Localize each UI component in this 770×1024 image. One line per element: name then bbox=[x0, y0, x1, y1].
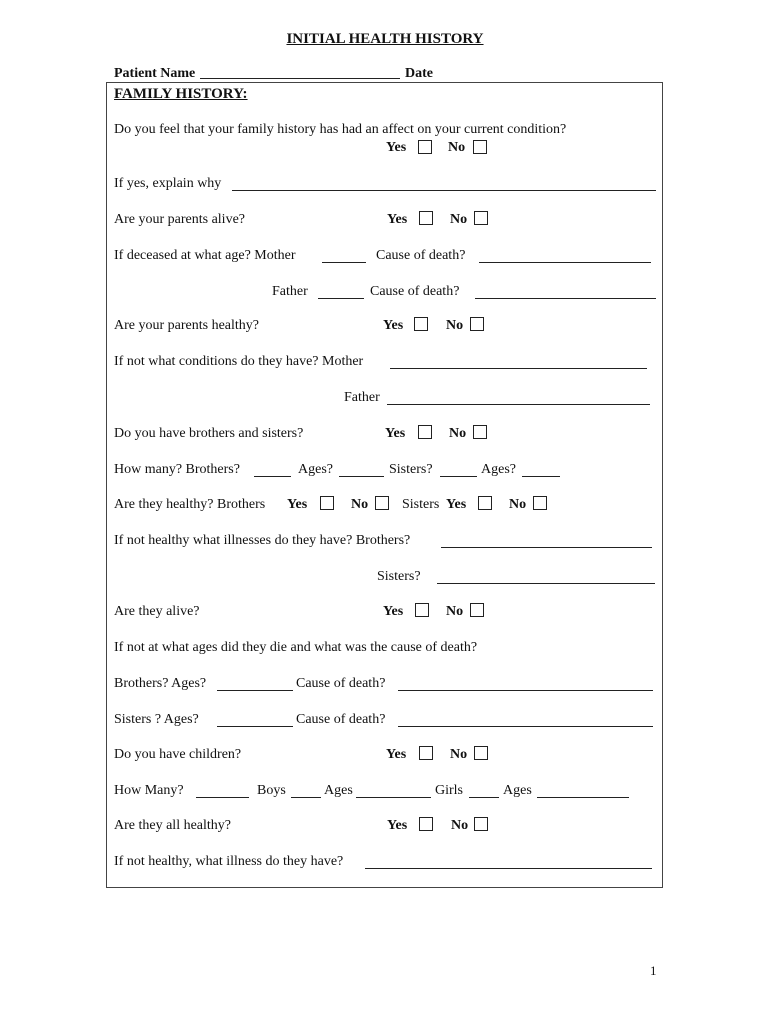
question-parents-healthy: Are your parents healthy? bbox=[114, 318, 259, 333]
children-healthy-no-checkbox[interactable] bbox=[474, 817, 488, 831]
father-conditions-field[interactable] bbox=[387, 390, 650, 405]
boys-label: Boys bbox=[257, 783, 286, 798]
cause-of-death-label: Cause of death? bbox=[296, 712, 386, 727]
section-title: FAMILY HISTORY: bbox=[114, 86, 248, 102]
brothers-death-ages-field[interactable] bbox=[217, 676, 293, 691]
sisters-illnesses-field[interactable] bbox=[437, 569, 655, 584]
yes-label: Yes bbox=[287, 497, 308, 512]
father-label: Father bbox=[272, 284, 308, 299]
father-age-field[interactable] bbox=[318, 284, 364, 299]
children-no-checkbox[interactable] bbox=[474, 746, 488, 760]
yes-label: Yes bbox=[387, 818, 408, 833]
brothers-healthy-yes-checkbox[interactable] bbox=[320, 496, 334, 510]
siblings-yes-checkbox[interactable] bbox=[418, 425, 432, 439]
question-children: Do you have children? bbox=[114, 747, 242, 762]
question-parents-alive: Are your parents alive? bbox=[114, 212, 245, 227]
no-label: No bbox=[451, 818, 469, 833]
no-label: No bbox=[446, 604, 464, 619]
sisters-healthy-yes-checkbox[interactable] bbox=[478, 496, 492, 510]
mother-conditions-field[interactable] bbox=[390, 354, 647, 369]
no-label: No bbox=[450, 747, 468, 762]
question-children-illness: If not healthy, what illness do they have? bbox=[114, 854, 344, 869]
cause-of-death-label: Cause of death? bbox=[370, 284, 460, 299]
children-illness-field[interactable] bbox=[365, 854, 652, 869]
no-label: No bbox=[446, 318, 464, 333]
question-children-healthy: Are they all healthy? bbox=[114, 818, 232, 833]
question-siblings-healthy: Are they healthy? Brothers bbox=[114, 497, 266, 512]
children-healthy-yes-checkbox[interactable] bbox=[419, 817, 433, 831]
brothers-ages-label: Brothers? Ages? bbox=[114, 676, 207, 691]
parents-healthy-yes-checkbox[interactable] bbox=[414, 317, 428, 331]
yes-label: Yes bbox=[446, 497, 467, 512]
no-label: No bbox=[450, 212, 468, 227]
date-label: Date bbox=[405, 66, 433, 81]
no-label: No bbox=[449, 426, 467, 441]
question-family-history-affect: Do you feel that your family history has had an affect on your current condition? bbox=[114, 122, 567, 137]
brothers-ages-label: Ages? bbox=[298, 462, 333, 477]
sisters-ages-field[interactable] bbox=[522, 462, 560, 477]
sisters-ages-label: Sisters ? Ages? bbox=[114, 712, 199, 727]
sisters-healthy-no-checkbox[interactable] bbox=[533, 496, 547, 510]
girls-count-field[interactable] bbox=[469, 783, 499, 798]
siblings-alive-no-checkbox[interactable] bbox=[470, 603, 484, 617]
question-siblings-alive: Are they alive? bbox=[114, 604, 200, 619]
brothers-ages-field[interactable] bbox=[339, 462, 384, 477]
girls-label: Girls bbox=[435, 783, 463, 798]
q1-no-checkbox[interactable] bbox=[473, 140, 487, 154]
form-title: INITIAL HEALTH HISTORY bbox=[286, 31, 484, 47]
yes-label: Yes bbox=[386, 140, 407, 155]
no-label: No bbox=[448, 140, 466, 155]
mother-cause-field[interactable] bbox=[479, 248, 651, 263]
father-cause-field[interactable] bbox=[475, 284, 656, 299]
sisters-ages-label: Ages? bbox=[481, 462, 516, 477]
cause-of-death-label: Cause of death? bbox=[376, 248, 466, 263]
cause-of-death-label: Cause of death? bbox=[296, 676, 386, 691]
sisters-label: Sisters bbox=[402, 497, 440, 512]
question-parent-conditions: If not what conditions do they have? Mother bbox=[114, 354, 364, 369]
boys-ages-label: Ages bbox=[324, 783, 353, 798]
girls-ages-label: Ages bbox=[503, 783, 532, 798]
yes-label: Yes bbox=[386, 747, 407, 762]
how-many-brothers-label: How many? Brothers? bbox=[114, 462, 240, 477]
question-explain-why: If yes, explain why bbox=[114, 176, 222, 191]
q1-yes-checkbox[interactable] bbox=[418, 140, 432, 154]
question-sibling-illnesses: If not healthy what illnesses do they have? Brothers? bbox=[114, 533, 411, 548]
explain-why-field[interactable] bbox=[232, 176, 656, 191]
yes-label: Yes bbox=[385, 426, 406, 441]
girls-ages-field[interactable] bbox=[537, 783, 629, 798]
patient-name-label: Patient Name bbox=[114, 66, 196, 81]
how-many-children-label: How Many? bbox=[114, 783, 184, 798]
sisters-count-field[interactable] bbox=[440, 462, 477, 477]
children-yes-checkbox[interactable] bbox=[419, 746, 433, 760]
brothers-illnesses-field[interactable] bbox=[441, 533, 652, 548]
siblings-no-checkbox[interactable] bbox=[473, 425, 487, 439]
no-label: No bbox=[351, 497, 369, 512]
brothers-healthy-no-checkbox[interactable] bbox=[375, 496, 389, 510]
question-deceased-age: If deceased at what age? Mother bbox=[114, 248, 296, 263]
patient-name-field[interactable] bbox=[200, 78, 400, 79]
father-label: Father bbox=[344, 390, 380, 405]
children-count-field[interactable] bbox=[196, 783, 249, 798]
sisters-death-cause-field[interactable] bbox=[398, 712, 653, 727]
brothers-death-cause-field[interactable] bbox=[398, 676, 653, 691]
no-label: No bbox=[509, 497, 527, 512]
boys-count-field[interactable] bbox=[291, 783, 321, 798]
page-number: 1 bbox=[650, 963, 657, 978]
question-sibling-death: If not at what ages did they die and what was the cause of death? bbox=[114, 640, 478, 655]
parents-alive-yes-checkbox[interactable] bbox=[419, 211, 433, 225]
sisters-death-ages-field[interactable] bbox=[217, 712, 293, 727]
yes-label: Yes bbox=[383, 318, 404, 333]
question-siblings: Do you have brothers and sisters? bbox=[114, 426, 304, 441]
yes-label: Yes bbox=[387, 212, 408, 227]
sisters-label: Sisters? bbox=[389, 462, 433, 477]
brothers-count-field[interactable] bbox=[254, 462, 291, 477]
yes-label: Yes bbox=[383, 604, 404, 619]
sisters-label: Sisters? bbox=[377, 569, 421, 584]
boys-ages-field[interactable] bbox=[356, 783, 431, 798]
family-history-box bbox=[106, 82, 663, 888]
siblings-alive-yes-checkbox[interactable] bbox=[415, 603, 429, 617]
mother-age-field[interactable] bbox=[322, 248, 366, 263]
parents-alive-no-checkbox[interactable] bbox=[474, 211, 488, 225]
parents-healthy-no-checkbox[interactable] bbox=[470, 317, 484, 331]
